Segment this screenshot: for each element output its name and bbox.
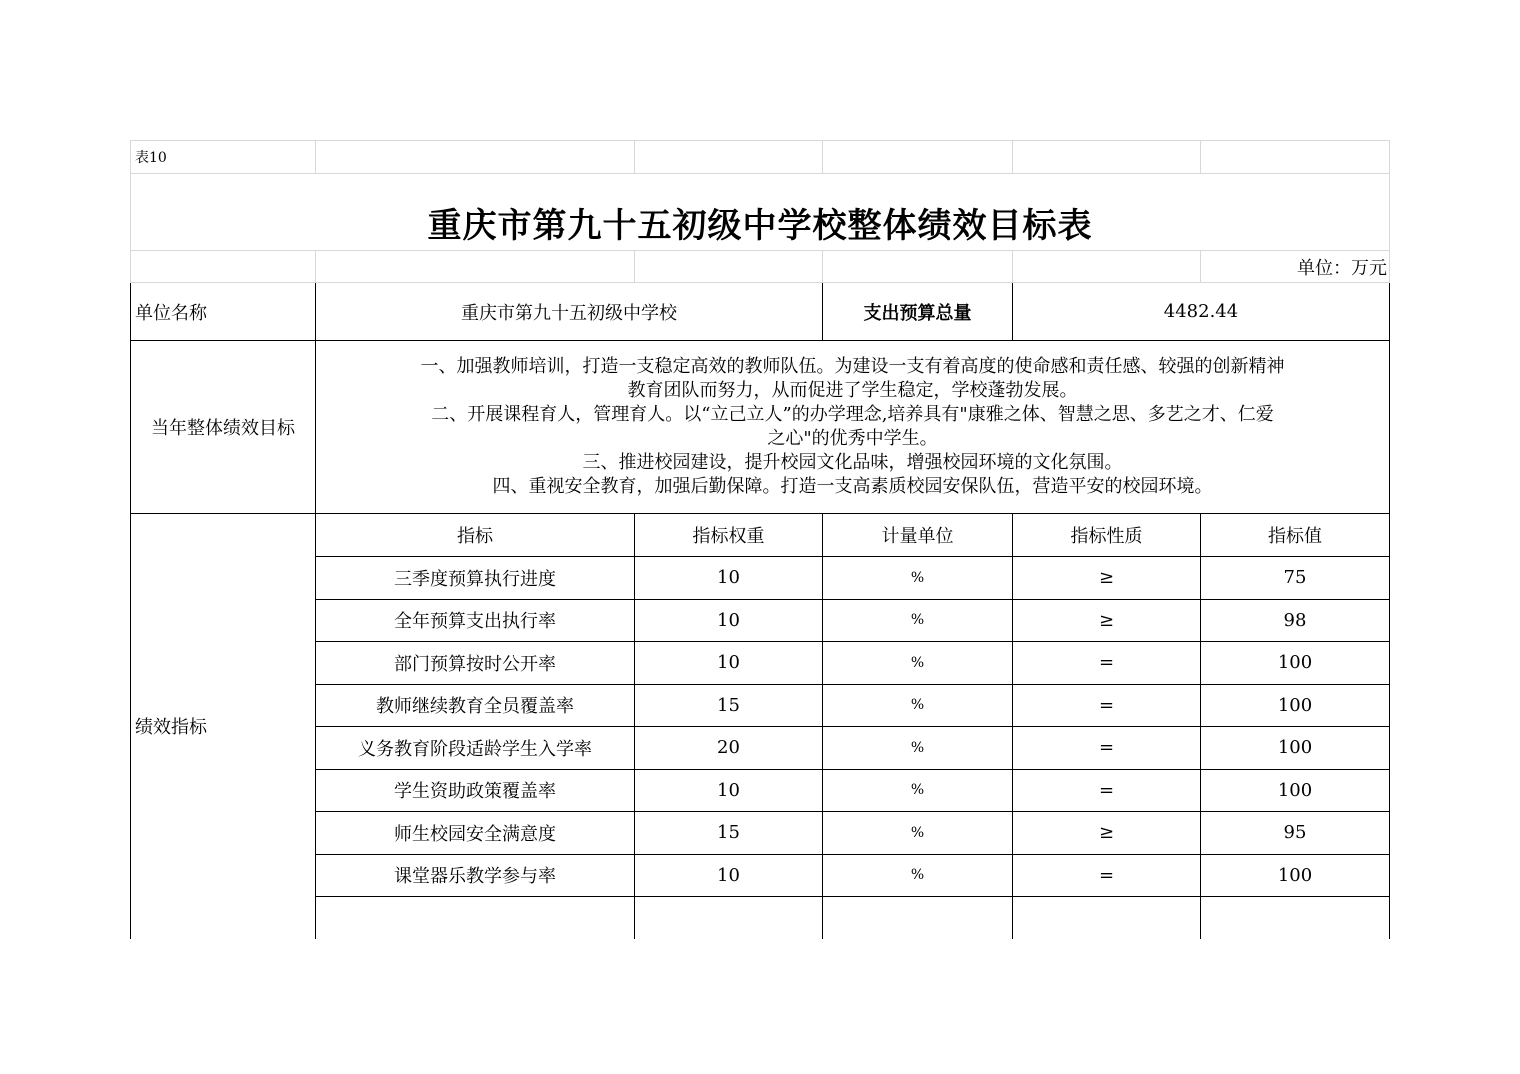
goal-line: 一、加强教师培训，打造一支稳定高效的教师队伍。为建设一支有着高度的使命感和责任感、较强的创新精神: [420, 356, 1285, 377]
empty-cell: [823, 897, 1013, 939]
unit-label: 单位：万元: [1201, 251, 1390, 283]
table-cell: 教师继续教育全员覆盖率: [316, 684, 635, 727]
table-cell: %: [823, 557, 1013, 600]
table-cell: =: [1013, 854, 1201, 897]
table-row: [131, 854, 1390, 897]
empty-cell: [635, 897, 823, 939]
goal-line: 二、开展课程育人，管理育人。以“立己立人”的办学理念,培养具有"康雅之体、智慧之思、多艺之才、仁爱: [431, 404, 1274, 425]
table-cell: 学生资助政策覆盖率: [316, 769, 635, 812]
table-cell: 10: [635, 557, 823, 600]
table-cell: 师生校园安全满意度: [316, 812, 635, 855]
table-cell: %: [823, 599, 1013, 642]
table-cell: 20: [635, 727, 823, 770]
goal-line: 四、重视安全教育，加强后勤保障。打造一支高素质校园安保队伍，营造平安的校园环境。: [492, 476, 1213, 497]
budget-label: 支出预算总量: [823, 283, 1013, 341]
table-cell: 15: [635, 684, 823, 727]
table-cell: 100: [1201, 769, 1390, 812]
table-cell: 10: [635, 854, 823, 897]
table-row: [131, 599, 1390, 642]
table-cell: 10: [635, 642, 823, 685]
table-cell: ≥: [1013, 812, 1201, 855]
table-cell: =: [1013, 769, 1201, 812]
table-cell: ≥: [1013, 599, 1201, 642]
table-cell: %: [823, 684, 1013, 727]
table-cell: %: [823, 727, 1013, 770]
budget-value: 4482.44: [1013, 283, 1390, 341]
table-cell: 100: [1201, 642, 1390, 685]
table-cell: =: [1013, 684, 1201, 727]
goal-line: 三、推进校园建设，提升校园文化品味，增强校园环境的文化氛围。: [582, 452, 1123, 473]
page-title: 重庆市第九十五初级中学校整体绩效目标表: [131, 174, 1390, 251]
table-row: [131, 727, 1390, 770]
table-cell: 部门预算按时公开率: [316, 642, 635, 685]
table-cell: 义务教育阶段适龄学生入学率: [316, 727, 635, 770]
column-header: 指标: [316, 514, 635, 557]
unit-name: 重庆市第九十五初级中学校: [316, 283, 823, 341]
table-cell: 100: [1201, 727, 1390, 770]
table-cell: 三季度预算执行进度: [316, 557, 635, 600]
empty-cell: [1201, 897, 1390, 939]
performance-target-table: [130, 140, 1390, 939]
table-cell: %: [823, 854, 1013, 897]
table-cell: 100: [1201, 684, 1390, 727]
column-header: 指标性质: [1013, 514, 1201, 557]
column-header: 指标权重: [635, 514, 823, 557]
table-cell: ≥: [1013, 557, 1201, 600]
table-cell: 75: [1201, 557, 1390, 600]
table-row: [131, 557, 1390, 600]
goal-line: 教育团队而努力，从而促进了学生稳定，学校蓬勃发展。: [627, 380, 1078, 401]
table-cell: 98: [1201, 599, 1390, 642]
table-cell: %: [823, 642, 1013, 685]
goal-text: [316, 341, 1390, 514]
unit-name-label: 单位名称: [131, 283, 316, 341]
table-cell: 100: [1201, 854, 1390, 897]
table-cell: 课堂器乐教学参与率: [316, 854, 635, 897]
goal-line: 之心"的优秀中学生。: [767, 428, 938, 449]
table-cell: 95: [1201, 812, 1390, 855]
table-row: [131, 812, 1390, 855]
table-row: [131, 642, 1390, 685]
table-cell: 10: [635, 769, 823, 812]
column-header: 计量单位: [823, 514, 1013, 557]
table-cell: %: [823, 769, 1013, 812]
perf-indicator-label: 绩效指标: [131, 514, 316, 939]
table-cell: %: [823, 812, 1013, 855]
table-cell: 15: [635, 812, 823, 855]
table-cell: 10: [635, 599, 823, 642]
empty-cell: [316, 897, 635, 939]
table-cell: =: [1013, 642, 1201, 685]
table-row: [131, 684, 1390, 727]
empty-cell: [1013, 897, 1201, 939]
goal-label: 当年整体绩效目标: [131, 341, 316, 514]
column-header: 指标值: [1201, 514, 1390, 557]
table-cell: 全年预算支出执行率: [316, 599, 635, 642]
table-number: 表10: [131, 141, 316, 174]
table-cell: =: [1013, 727, 1201, 770]
table-row: [131, 769, 1390, 812]
